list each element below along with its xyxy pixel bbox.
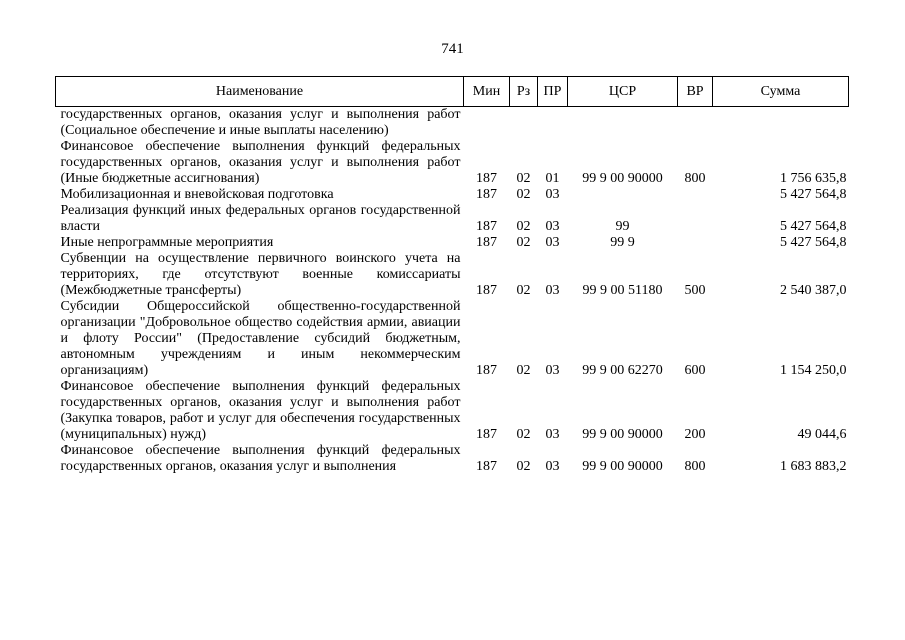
row-sum: 49 044,6 bbox=[797, 427, 847, 442]
row-sum: 1 154 250,0 bbox=[780, 363, 847, 378]
table-row bbox=[56, 443, 849, 475]
row-pr: 03 bbox=[545, 427, 560, 442]
row-sum: 5 427 564,8 bbox=[780, 235, 847, 250]
row-pr: 03 bbox=[545, 219, 560, 234]
table-row bbox=[56, 379, 849, 443]
row-sum bbox=[713, 107, 849, 140]
row-rz: 02 bbox=[516, 283, 531, 298]
header-min: Мин bbox=[464, 77, 510, 107]
row-csr: 99 9 00 90000 bbox=[582, 459, 663, 474]
header-pr: ПР bbox=[538, 77, 568, 107]
row-min: 187 bbox=[476, 235, 497, 250]
table-row bbox=[56, 139, 849, 187]
row-sum: 2 540 387,0 bbox=[780, 283, 847, 298]
table-row bbox=[56, 187, 849, 203]
row-rz: 02 bbox=[516, 235, 531, 250]
table-row bbox=[56, 203, 849, 235]
row-min: 187 bbox=[476, 459, 497, 474]
row-name: Финансовое обеспечение выполнения функций федеральных государственных органов, оказания услуг и выполнения работ (Закупка товаров, работ и услуг для обеспечения государственных (муниципальных) нужд) bbox=[60, 379, 461, 442]
row-csr: 99 9 00 90000 bbox=[582, 171, 663, 186]
row-sum: 1 683 883,2 bbox=[780, 459, 847, 474]
row-min: 187 bbox=[476, 219, 497, 234]
header-name: Наименование bbox=[56, 77, 464, 107]
row-csr: 99 9 00 90000 bbox=[582, 427, 663, 442]
table-row bbox=[56, 235, 849, 251]
row-vr: 200 bbox=[684, 427, 706, 442]
row-rz: 02 bbox=[516, 187, 531, 202]
header-rz: Рз bbox=[510, 77, 538, 107]
row-vr: 800 bbox=[684, 459, 706, 474]
row-csr: 99 9 bbox=[610, 235, 635, 250]
row-sum: 1 756 635,8 bbox=[780, 171, 847, 186]
row-min bbox=[464, 107, 510, 140]
row-name: Иные непрограммные мероприятия bbox=[60, 235, 274, 250]
row-rz: 02 bbox=[516, 363, 531, 378]
row-vr: 800 bbox=[684, 171, 706, 186]
row-name: Финансовое обеспечение выполнения функций федеральных государственных органов, оказания услуг и выполнения работ (Иные бюджетные ассигнования) bbox=[60, 139, 461, 186]
row-pr: 03 bbox=[545, 459, 560, 474]
row-pr bbox=[538, 107, 568, 140]
row-pr: 03 bbox=[545, 283, 560, 298]
row-vr bbox=[678, 107, 713, 140]
row-vr bbox=[678, 203, 713, 235]
row-vr bbox=[678, 235, 713, 251]
row-vr: 500 bbox=[684, 283, 706, 298]
row-rz bbox=[510, 107, 538, 140]
row-name: Субсидии Общероссийской общественно-государственной организации "Добровольное общество содействия армии, авиации и флоту России" (Предоставление субсидий бюджетным, автономным учреждениям и иным некоммерческим организациям) bbox=[60, 299, 461, 378]
table-row bbox=[56, 251, 849, 299]
row-pr: 01 bbox=[545, 171, 560, 186]
header-sum: Сумма bbox=[713, 77, 849, 107]
row-name: государственных органов, оказания услуг и выполнения работ (Социальное обеспечение и иные выплаты населению) bbox=[60, 107, 461, 138]
row-rz: 02 bbox=[516, 219, 531, 234]
row-min: 187 bbox=[476, 427, 497, 442]
row-rz: 02 bbox=[516, 171, 531, 186]
row-pr: 03 bbox=[545, 187, 560, 202]
row-min: 187 bbox=[476, 283, 497, 298]
row-name: Реализация функций иных федеральных органов государственной власти bbox=[60, 203, 461, 234]
budget-table bbox=[55, 76, 849, 475]
row-csr: 99 bbox=[615, 219, 630, 234]
row-csr bbox=[568, 187, 678, 203]
table-header-row bbox=[56, 77, 849, 107]
row-pr: 03 bbox=[545, 235, 560, 250]
row-name: Финансовое обеспечение выполнения функций федеральных государственных органов, оказания услуг и выполнения bbox=[60, 443, 461, 474]
page-number: 741 bbox=[441, 41, 464, 57]
row-min: 187 bbox=[476, 363, 497, 378]
row-vr bbox=[678, 187, 713, 203]
row-vr: 600 bbox=[684, 363, 706, 378]
header-csr: ЦСР bbox=[568, 77, 678, 107]
row-sum: 5 427 564,8 bbox=[780, 219, 847, 234]
row-min: 187 bbox=[476, 187, 497, 202]
header-vr: ВР bbox=[678, 77, 713, 107]
table-row bbox=[56, 107, 849, 140]
row-csr bbox=[568, 107, 678, 140]
row-pr: 03 bbox=[545, 363, 560, 378]
row-rz: 02 bbox=[516, 427, 531, 442]
row-csr: 99 9 00 62270 bbox=[582, 363, 663, 378]
row-sum: 5 427 564,8 bbox=[780, 187, 847, 202]
row-min: 187 bbox=[476, 171, 497, 186]
row-name: Мобилизационная и вневойсковая подготовка bbox=[60, 187, 334, 202]
row-rz: 02 bbox=[516, 459, 531, 474]
table-row bbox=[56, 299, 849, 379]
row-csr: 99 9 00 51180 bbox=[582, 283, 663, 298]
row-name: Субвенции на осуществление первичного воинского учета на территориях, где отсутствуют военные комиссариаты (Межбюджетные трансферты) bbox=[60, 251, 461, 298]
